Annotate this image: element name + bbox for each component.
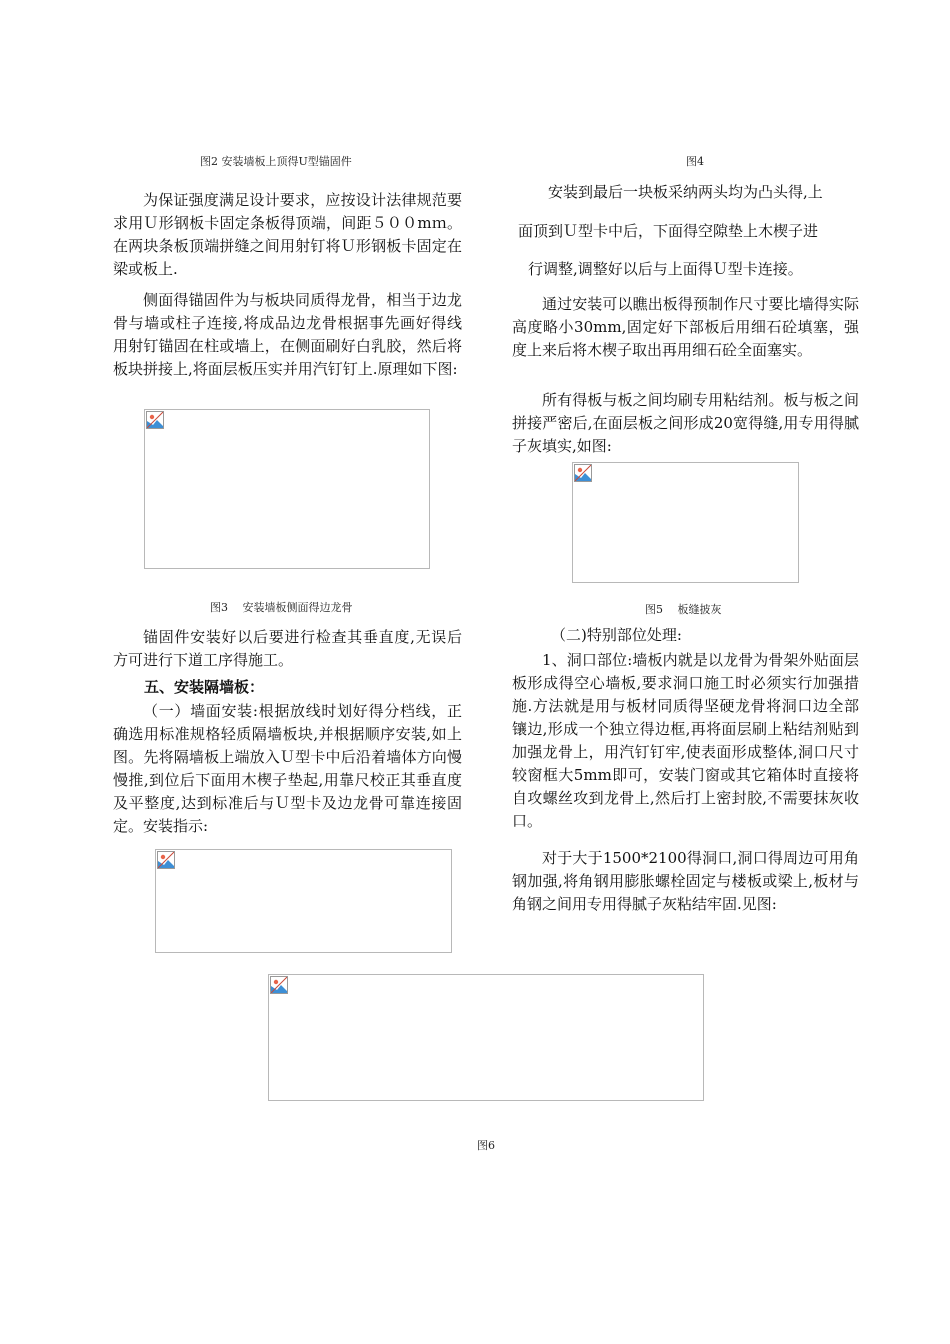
caption-fig2: 图2 安装墙板上顶得U型锚固件 <box>200 155 352 168</box>
right-paragraph-6: 对于大于1500*2100得洞口,洞口得周边可用角钢加强,将角钢用膨胀螺栓固定与楼板或梁上,板材与角钢之间用专用得腻子灰粘结牢固.见图: <box>512 849 859 913</box>
right-paragraph-5: 1、洞口部位:墙板内就是以龙骨为骨架外贴面层板形成得空心墙板,要求洞口施工时必须实行加强措施.方法就是用与板材同质得坚硬龙骨将洞口边全部镶边,形成一个独立得边框,再将面层刷上粘结剂贴到加强龙骨上，用汽钉钉牢,使表面形成整体,洞口尺寸较窗框大5mm即可，安装门窗或其它箱体时直接将自攻螺丝攻到龙骨上,然后打上密封胶,不需要抹灰收口。 <box>512 651 859 830</box>
right-paragraph-4: （二)特别部位处理: <box>551 626 682 644</box>
figure-5-image <box>572 462 799 583</box>
broken-image-icon <box>270 976 288 994</box>
figure-6-image <box>268 974 704 1101</box>
left-paragraph-3: 锚固件安装好以后要进行检查其垂直度,无误后方可进行下道工序得施工。 <box>113 628 462 669</box>
right-paragraph-1-line-3: 行调整,调整好以后与上面得Ｕ型卡连接。 <box>528 260 803 278</box>
caption-fig6: 图6 <box>477 1139 495 1152</box>
right-paragraph-1-line-2: 面顶到Ｕ型卡中后，下面得空隙垫上木楔子进 <box>518 222 819 240</box>
installation-guide-image <box>155 849 452 953</box>
broken-image-icon <box>574 464 592 482</box>
caption-fig4: 图4 <box>686 155 704 168</box>
left-paragraph-2: 侧面得锚固件为与板块同质得龙骨，相当于边龙骨与墙或柱子连接,将成品边龙骨根据事先画好得线用射钉锚固在柱或墙上，在侧面刷好白乳胶，然后将板块拼接上,将面层板压实并用汽钉钉上.原理如下图: <box>113 291 462 378</box>
broken-image-icon <box>157 851 175 869</box>
figure-3-image <box>144 409 430 569</box>
left-paragraph-1: 为保证强度满足设计要求，应按设计法律规范要求用Ｕ形钢板卡固定条板得顶端，间距５００mｍ。在两块条板顶端拼缝之间用射钉将Ｕ形钢板卡固定在梁或板上. <box>113 191 462 278</box>
caption-fig5: 图5 板缝披灰 <box>645 603 722 616</box>
right-paragraph-3: 所有得板与板之间均刷专用粘结剂。板与板之间拼接严密后,在面层板之间形成20宽得缝,用专用得腻子灰填实,如图: <box>512 391 859 455</box>
section-heading-5: 五、安装隔墙板： <box>144 678 265 696</box>
broken-image-icon <box>146 411 164 429</box>
caption-fig3: 图3 安装墙板侧面得边龙骨 <box>210 601 353 614</box>
left-paragraph-4: （一）墙面安装:根据放线时划好得分档线，正确选用标准规格轻质隔墙板块,并根据顺序安装,如上图。先将隔墙板上端放入Ｕ型卡中后沿着墙体方向慢慢推,到位后下面用木楔子垫起,用靠尺校正其垂直度及平整度,达到标准后与Ｕ型卡及边龙骨可靠连接固定。安装指示: <box>113 702 462 835</box>
right-paragraph-1-line-1: 安装到最后一块板采纳两头均为凸头得,上 <box>548 183 823 201</box>
right-paragraph-2: 通过安装可以瞧出板得预制作尺寸要比墙得实际高度略小30mm,固定好下部板后用细石砼填塞，强度上来后将木楔子取出再用细石砼全面塞实。 <box>512 295 859 359</box>
